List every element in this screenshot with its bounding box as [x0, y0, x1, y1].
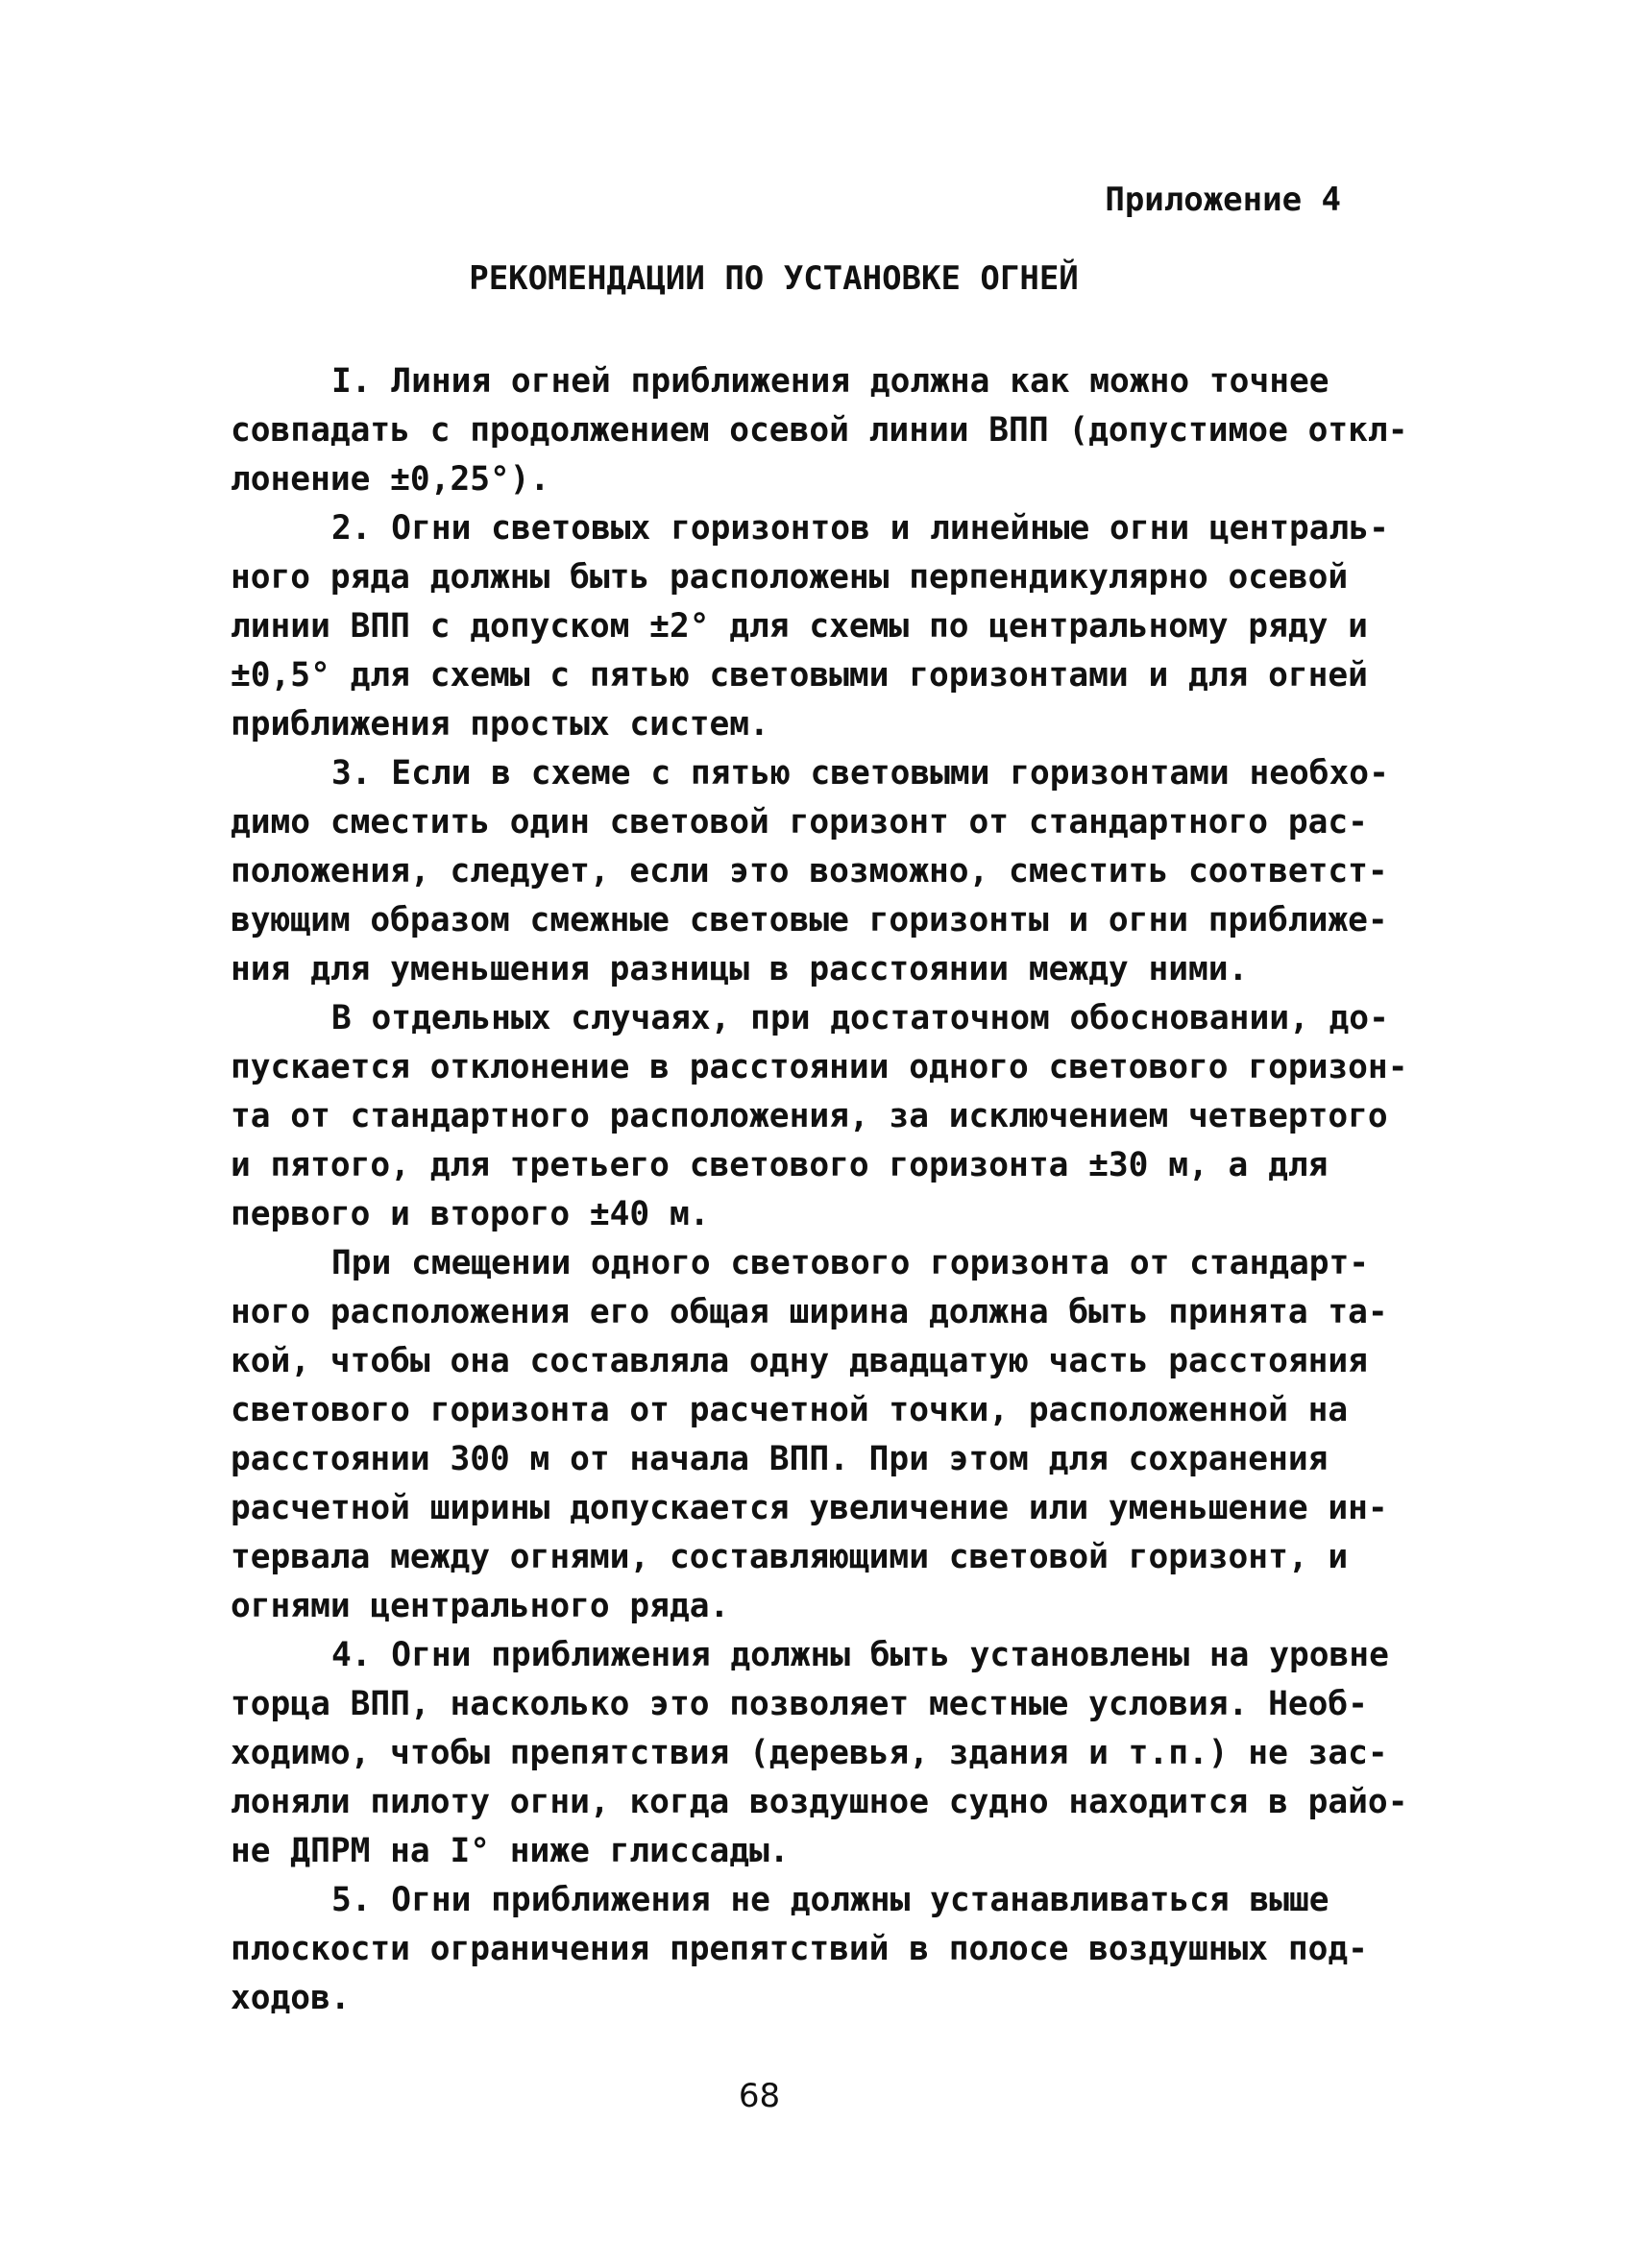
text-line: ходимо, чтобы препятствия (деревья, здания и т.п.) не зас-: [231, 1734, 1388, 1772]
text-line: вующим образом смежные световые горизонты и огни приближе-: [231, 901, 1388, 939]
paragraph-5: [231, 1239, 1402, 1631]
text-line: тервала между огнями, составляющими световой горизонт, и: [231, 1538, 1349, 1576]
text-line: и пятого, для третьего светового горизонта ±30 м, а для: [231, 1146, 1329, 1184]
text-line: ного ряда должны быть расположены перпендикулярно осевой: [231, 558, 1349, 597]
text-line: торца ВПП, насколько это позволяет местные условия. Необ-: [231, 1685, 1368, 1723]
text-line: плоскости ограничения препятствий в полосе воздушных под-: [231, 1930, 1368, 1968]
text-line: та от стандартного расположения, за исключением четвертого: [231, 1097, 1388, 1135]
text-line: 5. Огни приближения не должны устанавливаться выше: [331, 1881, 1329, 1919]
paragraph-7: [231, 1876, 1402, 2023]
text-line: светового горизонта от расчетной точки, расположенной на: [231, 1391, 1349, 1429]
text-line: приближения простых систем.: [231, 705, 769, 744]
text-line: кой, чтобы она составляла одну двадцатую часть расстояния: [231, 1342, 1368, 1380]
text-line: димо сместить один световой горизонт от стандартного рас-: [231, 803, 1368, 841]
text-line: не ДПРМ на I° ниже глиссады.: [231, 1832, 790, 1870]
paragraph-4: [231, 994, 1408, 1239]
text-line: 2. Огни световых горизонтов и линейные огни централь-: [331, 509, 1389, 548]
text-line: В отдельных случаях, при достаточном обосновании, до-: [331, 999, 1389, 1037]
page-number: 68: [738, 2077, 781, 2115]
document-title: РЕКОМЕНДАЦИИ ПО УСТАНОВКЕ ОГНЕЙ: [469, 259, 1079, 298]
paragraph-6: [231, 1631, 1408, 1876]
text-line: ±0,5° для схемы с пятью световыми горизонтами и для огней: [231, 656, 1368, 695]
text-line: расчетной ширины допускается увеличение или уменьшение ин-: [231, 1489, 1388, 1527]
text-line: 4. Огни приближения должны быть установлены на уровне: [331, 1636, 1389, 1674]
text-line: ния для уменьшения разницы в расстоянии между ними.: [231, 950, 1249, 988]
text-line: пускается отклонение в расстоянии одного светового горизон-: [231, 1048, 1408, 1086]
text-line: ного расположения его общая ширина должна быть принята та-: [231, 1293, 1388, 1331]
text-line: положения, следует, если это возможно, сместить соответст-: [231, 852, 1388, 890]
paragraph-3: [231, 749, 1402, 994]
text-line: При смещении одного светового горизонта от стандарт-: [331, 1244, 1370, 1282]
text-line: лоняли пилоту огни, когда воздушное судно находится в райо-: [231, 1783, 1408, 1821]
appendix-label: Приложение 4: [1105, 181, 1341, 219]
text-line: совпадать с продолжением осевой линии ВПП (допустимое откл-: [231, 411, 1408, 450]
paragraph-2: [231, 504, 1402, 749]
text-line: I. Линия огней приближения должна как можно точнее: [331, 362, 1329, 401]
text-line: первого и второго ±40 м.: [231, 1195, 710, 1233]
document-body: [231, 357, 1408, 2023]
text-line: лонение ±0,25°).: [231, 460, 550, 499]
text-line: ходов.: [231, 1979, 351, 2017]
text-line: линии ВПП с допуском ±2° для схемы по центральному ряду и: [231, 607, 1368, 646]
text-line: огнями центрального ряда.: [231, 1587, 730, 1625]
paragraph-1: [231, 357, 1408, 504]
text-line: расстоянии 300 м от начала ВПП. При этом для сохранения: [231, 1440, 1329, 1478]
text-line: 3. Если в схеме с пятью световыми горизонтами необхо-: [331, 754, 1389, 793]
